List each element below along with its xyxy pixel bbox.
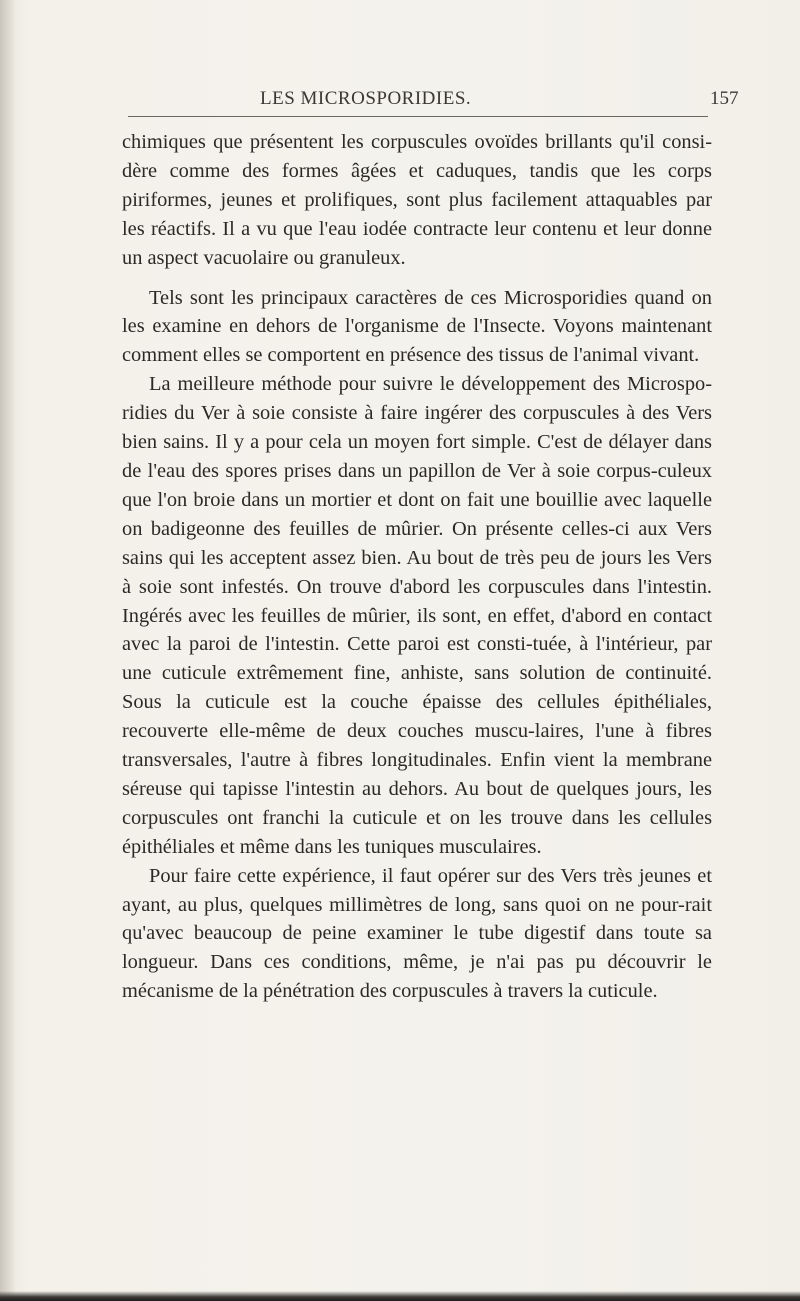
paragraph-2: Tels sont les principaux caractères de ces Microsporidies quand on les examine en dehors de l'organisme de l'Insecte. Voyons maintenant comment elles se comportent en présence des tissus de l'animal vivant. [122, 286, 712, 367]
paragraph-1: chimiques que présentent les corpuscules ovoïdes brillants qu'il consi-dère comme des formes âgées et caduques, tandis que les corps piriformes, jeunes et prolifiques, sont plus facilement attaquables par les réactifs. Il a vu que l'eau iodée contracte leur contenu et leur donne un aspect vacuolaire ou granuleux. [122, 131, 712, 269]
header-rule [128, 116, 708, 117]
paragraph-3: La meilleure méthode pour suivre le développement des Microspo-ridies du Ver à soie consiste à faire ingérer des corpuscules à des Vers bien sains. Il y a pour cela un moyen fort simple. C'est de délayer dans de l'eau des spores prises dans un papillon de Ver à soie corpus-culeux que l'on broie dans un mortier et dont on fait une bouillie avec laquelle on badigeonne des feuilles de mûrier. On présente celles-ci aux Vers sains qui les acceptent assez bien. Au bout de très peu de jours les Vers à soie sont infestés. On trouve d'abord les corpuscules dans l'intestin. Ingérés avec les feuilles de mûrier, ils sont, en effet, d'abord en contact avec la paroi de l'intestin. Cette paroi est consti-tuée, à l'intérieur, par une cuticule extrêmement fine, anhiste, sans solution de continuité. Sous la cuticule est la couche épaisse des cellules épithéliales, recouverte elle-même de deux couches muscu-laires, l'une à fibres transversales, l'autre à fibres longitudinales. Enfin vient la membrane séreuse qui tapisse l'intestin au dehors. Au bout de quelques jours, les corpuscules ont franchi la cuticule et on les trouve dans les cellules épithéliales et même dans les tuniques musculaires. [122, 373, 712, 858]
running-title: LES MICROSPORIDIES. [260, 88, 472, 109]
binding-shadow [0, 0, 16, 1301]
page-number: 157 [710, 88, 739, 109]
paragraph-4: Pour faire cette expérience, il faut opérer sur des Vers très jeunes et ayant, au plus, quelques millimètres de long, sans quoi on ne pour-rait qu'avec beaucoup de peine examiner le tube digestif dans toute sa longueur. Dans ces conditions, même, je n'ai pas pu découvrir le mécanisme de la pénétration des corpuscules à travers la cuticule. [122, 864, 712, 1003]
running-head [0, 88, 800, 118]
page-bottom-edge [0, 1291, 800, 1301]
body-text [122, 128, 712, 1006]
